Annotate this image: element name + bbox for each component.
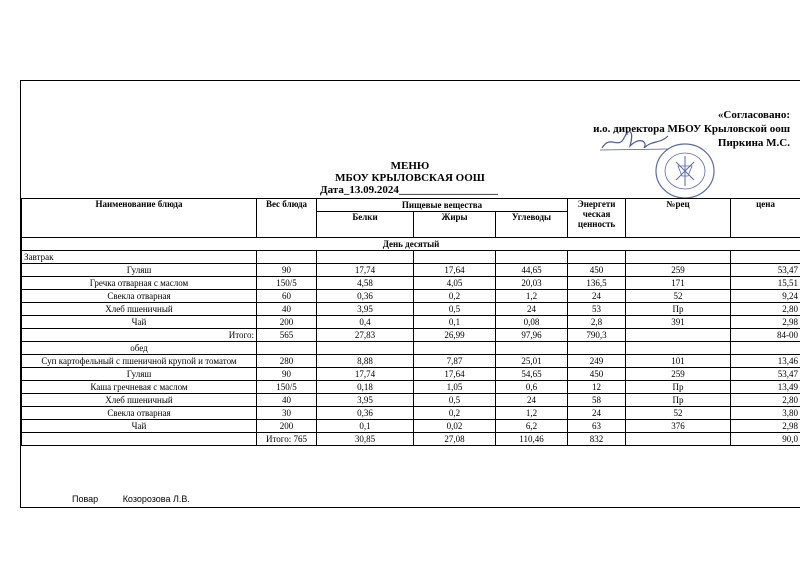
cell-name: Суп картофельный с пшеничной крупой и томатом xyxy=(22,355,257,368)
table-row xyxy=(22,277,800,290)
cell-weight: 90 xyxy=(257,368,317,381)
day-label: День десятый xyxy=(22,238,800,251)
cell-name: Гуляш xyxy=(22,264,257,277)
col-weight-header: Вес блюда xyxy=(257,199,317,238)
cell-recipe: 259 xyxy=(626,368,731,381)
cell-weight: 200 xyxy=(257,316,317,329)
lunch-label: обед xyxy=(22,342,257,355)
cook-signature-line xyxy=(72,494,212,504)
cell-fat: 0,5 xyxy=(414,303,496,316)
col-nutrients-header: Пищевые вещества xyxy=(317,199,568,212)
approval-title: «Согласовано: xyxy=(717,109,790,121)
section-row-lunch xyxy=(22,342,800,355)
cell-energy: 450 xyxy=(568,368,626,381)
cell-name: Гуляш xyxy=(22,368,257,381)
col-energy-header: Энергети ческая ценность xyxy=(568,199,626,238)
table-row xyxy=(22,420,800,433)
cell-fat: 7,87 xyxy=(414,355,496,368)
cell-protein: 17,74 xyxy=(317,264,414,277)
lunch-total-protein: 30,85 xyxy=(317,433,414,446)
table-row xyxy=(22,290,800,303)
lunch-total-empty xyxy=(22,433,257,446)
cell-name: Свекла отварная xyxy=(22,407,257,420)
cell-weight: 40 xyxy=(257,303,317,316)
breakfast-label: Завтрак xyxy=(22,251,257,264)
cell-fat: 0,2 xyxy=(414,290,496,303)
cell-fat: 1,05 xyxy=(414,381,496,394)
total-protein: 27,83 xyxy=(317,329,414,342)
col-fat-header: Жиры xyxy=(414,212,496,238)
cell-price: 2,98 xyxy=(731,420,800,433)
table-row xyxy=(22,381,800,394)
cell-fat: 17,64 xyxy=(414,368,496,381)
cell-fat: 0,2 xyxy=(414,407,496,420)
day-row xyxy=(22,238,800,251)
cell-protein: 8,88 xyxy=(317,355,414,368)
cell-recipe: 259 xyxy=(626,264,731,277)
cell-energy: 58 xyxy=(568,394,626,407)
section-row-breakfast xyxy=(22,251,800,264)
lunch-total-label: Итого: 765 xyxy=(257,433,317,446)
school-name: МБОУ КРЫЛОВСКАЯ ООШ xyxy=(335,172,485,184)
total-price: 84-00 xyxy=(731,329,800,342)
cell-energy: 2,8 xyxy=(568,316,626,329)
total-weight: 565 xyxy=(257,329,317,342)
cell-weight: 200 xyxy=(257,420,317,433)
cell-energy: 24 xyxy=(568,407,626,420)
total-label: Итого: xyxy=(22,329,257,342)
cell-energy: 249 xyxy=(568,355,626,368)
lunch-rows xyxy=(22,355,800,433)
cell-recipe: Пр xyxy=(626,381,731,394)
lunch-total-carbs: 110,46 xyxy=(496,433,568,446)
col-recipe-header: №рец xyxy=(626,199,731,238)
cell-price: 2,80 xyxy=(731,394,800,407)
table-row xyxy=(22,355,800,368)
cell-protein: 3,95 xyxy=(317,394,414,407)
cell-name: Чай xyxy=(22,420,257,433)
cell-protein: 0,4 xyxy=(317,316,414,329)
cell-fat: 0,5 xyxy=(414,394,496,407)
cell-recipe: 101 xyxy=(626,355,731,368)
cell-energy: 12 xyxy=(568,381,626,394)
table-row xyxy=(22,316,800,329)
cell-price: 2,98 xyxy=(731,316,800,329)
stamp-seal xyxy=(654,142,716,200)
cell-fat: 17,64 xyxy=(414,264,496,277)
cell-carbs: 25,01 xyxy=(496,355,568,368)
cell-protein: 3,95 xyxy=(317,303,414,316)
cell-price: 13,49 xyxy=(731,381,800,394)
cell-carbs: 54,65 xyxy=(496,368,568,381)
cell-carbs: 1,2 xyxy=(496,290,568,303)
lunch-total-fat: 27,08 xyxy=(414,433,496,446)
cell-protein: 0,36 xyxy=(317,407,414,420)
approval-position: и.о. директора МБОУ Крыловской оош xyxy=(593,123,790,135)
cell-recipe: 52 xyxy=(626,407,731,420)
table-row xyxy=(22,368,800,381)
menu-header xyxy=(300,160,520,196)
col-protein-header: Белки xyxy=(317,212,414,238)
cell-recipe: 391 xyxy=(626,316,731,329)
cell-price: 53,47 xyxy=(731,264,800,277)
cell-price: 3,80 xyxy=(731,407,800,420)
cook-name: Козорозова Л.В. xyxy=(122,494,190,504)
cell-energy: 53 xyxy=(568,303,626,316)
cell-carbs: 20,03 xyxy=(496,277,568,290)
cell-name: Хлеб пшеничный xyxy=(22,394,257,407)
lunch-total-energy: 832 xyxy=(568,433,626,446)
table-row xyxy=(22,407,800,420)
cell-name: Свекла отварная xyxy=(22,290,257,303)
cell-weight: 150/5 xyxy=(257,381,317,394)
cell-name: Каша гречневая с маслом xyxy=(22,381,257,394)
approval-signer: Пиркина М.С. xyxy=(717,137,790,149)
lunch-total-price: 90,0 xyxy=(731,433,800,446)
cell-protein: 0,1 xyxy=(317,420,414,433)
cell-carbs: 0,6 xyxy=(496,381,568,394)
cell-name: Чай xyxy=(22,316,257,329)
menu-table xyxy=(21,198,800,446)
cell-protein: 0,18 xyxy=(317,381,414,394)
cell-carbs: 24 xyxy=(496,303,568,316)
total-energy: 790,3 xyxy=(568,329,626,342)
cell-price: 2,80 xyxy=(731,303,800,316)
cell-energy: 450 xyxy=(568,264,626,277)
cell-weight: 30 xyxy=(257,407,317,420)
breakfast-rows xyxy=(22,264,800,329)
cell-recipe: Пр xyxy=(626,303,731,316)
cell-carbs: 1,2 xyxy=(496,407,568,420)
cell-energy: 24 xyxy=(568,290,626,303)
cell-protein: 17,74 xyxy=(317,368,414,381)
cell-protein: 0,36 xyxy=(317,290,414,303)
cell-name: Гречка отварная с маслом xyxy=(22,277,257,290)
table-row xyxy=(22,264,800,277)
cell-carbs: 44,65 xyxy=(496,264,568,277)
cell-price: 13,46 xyxy=(731,355,800,368)
cell-price: 15,51 xyxy=(731,277,800,290)
cell-recipe: 376 xyxy=(626,420,731,433)
cell-energy: 136,5 xyxy=(568,277,626,290)
cell-recipe: 171 xyxy=(626,277,731,290)
cell-fat: 0,02 xyxy=(414,420,496,433)
cell-protein: 4,58 xyxy=(317,277,414,290)
cell-weight: 280 xyxy=(257,355,317,368)
table-row xyxy=(22,303,800,316)
menu-title: МЕНЮ xyxy=(390,160,430,172)
lunch-total-row xyxy=(22,433,800,446)
cell-recipe: 52 xyxy=(626,290,731,303)
cook-label: Повар xyxy=(72,494,99,504)
breakfast-total-row xyxy=(22,329,800,342)
cell-fat: 4,05 xyxy=(414,277,496,290)
cell-carbs: 0,08 xyxy=(496,316,568,329)
lunch-total-recipe xyxy=(626,433,731,446)
cell-weight: 40 xyxy=(257,394,317,407)
cell-recipe: Пр xyxy=(626,394,731,407)
cell-fat: 0,1 xyxy=(414,316,496,329)
cell-weight: 60 xyxy=(257,290,317,303)
cell-carbs: 6,2 xyxy=(496,420,568,433)
col-name-header: Наименование блюда xyxy=(22,199,257,238)
total-recipe xyxy=(626,329,731,342)
cell-price: 9,24 xyxy=(731,290,800,303)
cell-carbs: 24 xyxy=(496,394,568,407)
total-fat: 26,99 xyxy=(414,329,496,342)
table-row xyxy=(22,394,800,407)
cell-weight: 90 xyxy=(257,264,317,277)
cell-price: 53,47 xyxy=(731,368,800,381)
cell-weight: 150/5 xyxy=(257,277,317,290)
menu-date: Дата_13.09.2024__________________ xyxy=(320,184,498,196)
cell-energy: 63 xyxy=(568,420,626,433)
total-carbs: 97,96 xyxy=(496,329,568,342)
cell-name: Хлеб пшеничный xyxy=(22,303,257,316)
table-header-row xyxy=(22,199,800,212)
col-price-header: цена xyxy=(731,199,800,238)
col-carbs-header: Углеводы xyxy=(496,212,568,238)
